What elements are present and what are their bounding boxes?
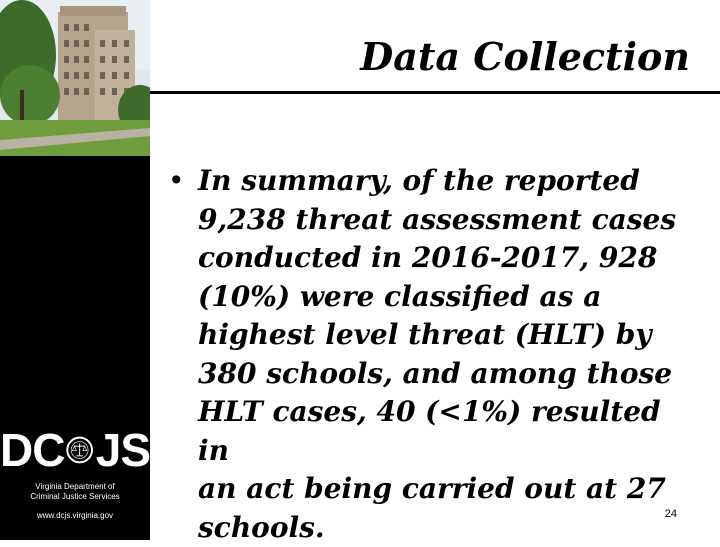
- logo-text-left: DC: [0, 424, 65, 476]
- slide-title: Data Collection: [360, 34, 690, 79]
- building-photo-image: [0, 0, 150, 160]
- agency-url: www.dcjs.virginia.gov: [36, 511, 114, 520]
- agency-line-2: Criminal Justice Services: [30, 492, 120, 501]
- dcjs-logo: [0, 425, 150, 502]
- bullet-item-summary: In summary, of the reported 9,238 threat assessment cases conducted in 2016-2017, 928 (10%) were classified as a highest level threat (HLT) by 380 schools, and among those HLT cases, 40 (<1%) resulted in an act being carried out at 27 schools.: [198, 164, 677, 544]
- agency-name: [0, 482, 150, 502]
- logo-wordmark: [0, 425, 150, 475]
- building-photo: [0, 0, 150, 160]
- scales-of-justice-seal-icon: [66, 429, 93, 471]
- sidebar: [0, 0, 150, 540]
- page-number: 24: [664, 508, 677, 520]
- title-divider: [150, 91, 720, 94]
- agency-line-1: Virginia Department of: [35, 482, 115, 491]
- bullet-list: [168, 162, 688, 547]
- logo-text-right: JS: [95, 424, 150, 476]
- bullet-icon: •: [168, 164, 185, 197]
